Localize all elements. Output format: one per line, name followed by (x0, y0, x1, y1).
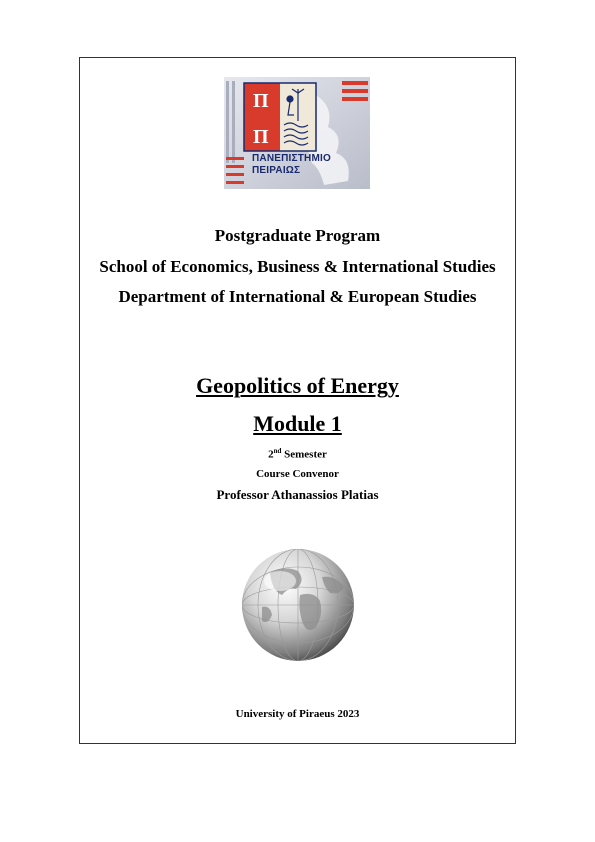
module-title: Module 1 (253, 411, 342, 436)
course-title: Geopolitics of Energy (196, 373, 399, 398)
semester-suffix: nd (273, 447, 282, 455)
semester-number: 2 (268, 448, 274, 461)
footer-university: University of Piraeus 2023 (235, 708, 360, 720)
semester-text: Semester (281, 448, 327, 461)
convenor-label: Course Convenor (256, 468, 339, 480)
professor-name: Professor Athanassios Platias (216, 487, 379, 502)
logo-letter-bottom: Π (253, 126, 269, 148)
logo-letter-top: Π (253, 90, 269, 112)
logo-text-line1: ΠΑΝΕΠΙΣΤΗΜΙΟ (252, 153, 331, 164)
school-heading: School of Economics, Business & International Studies (99, 257, 496, 276)
department-heading: Department of International & European Studies (118, 287, 477, 306)
globe-icon (240, 547, 356, 663)
university-logo (224, 77, 370, 189)
program-heading: Postgraduate Program (214, 226, 381, 245)
logo-text-line2: ΠΕΙΡΑΙΩΣ (252, 165, 301, 176)
semester-label (0, 447, 595, 461)
